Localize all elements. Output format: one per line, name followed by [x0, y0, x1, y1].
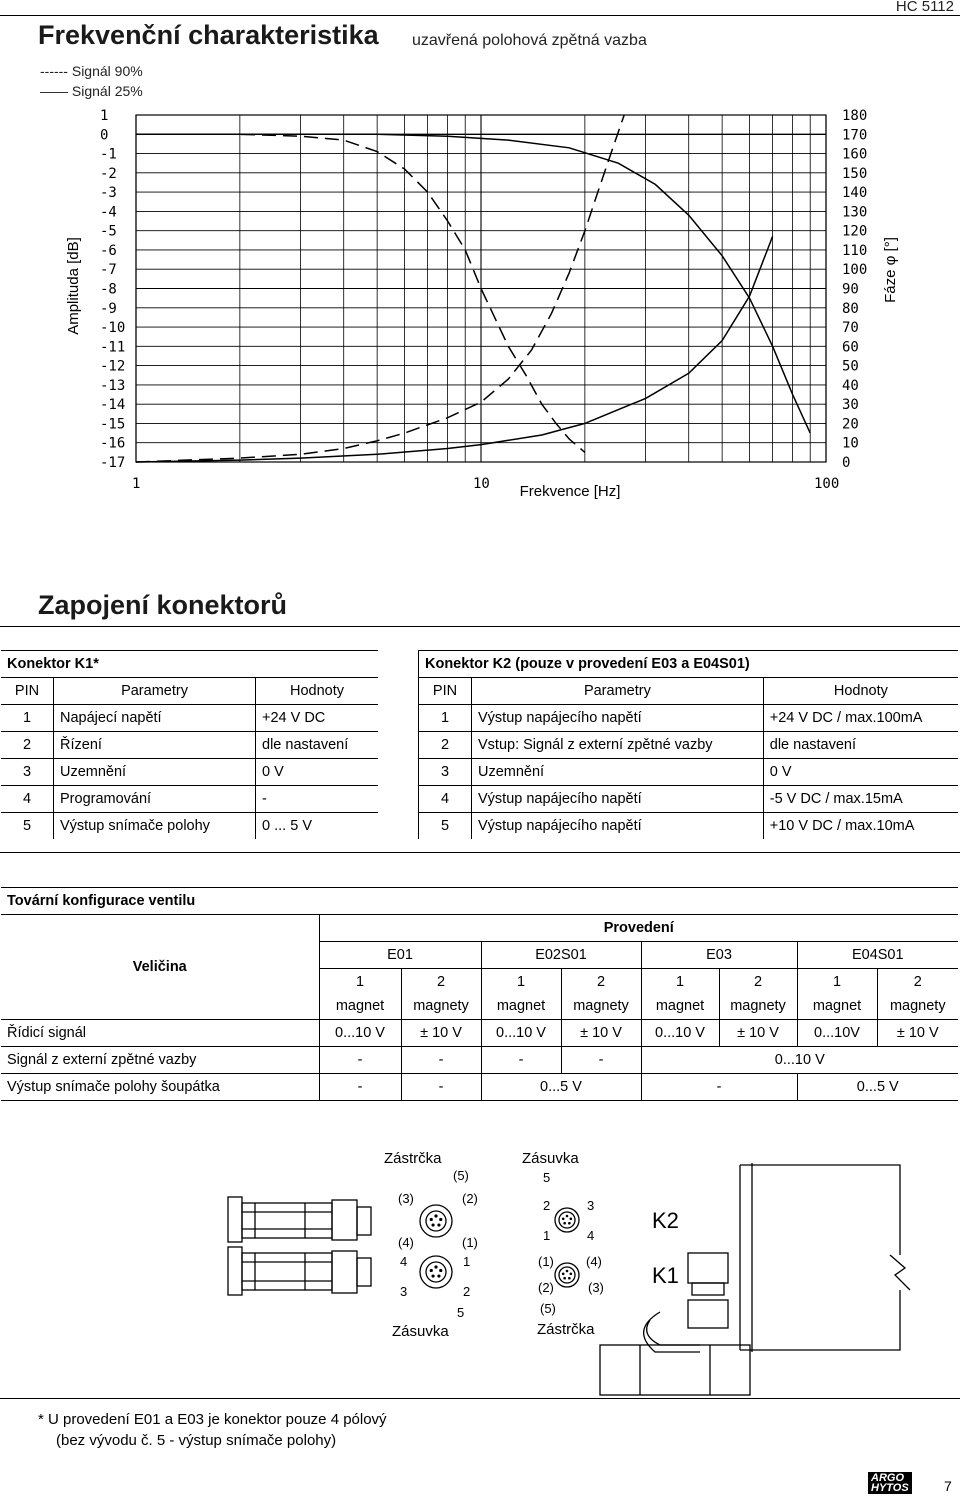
- y-left-tick: -2: [100, 165, 117, 182]
- y-right-tick: 60: [842, 339, 859, 356]
- x-tick: 100: [814, 476, 840, 492]
- row-label: Řídicí signál: [1, 1020, 319, 1047]
- k1-param: Výstup snímače polohy: [54, 813, 256, 840]
- y-right-tick: 30: [842, 397, 859, 414]
- header-rule: [0, 15, 960, 16]
- k2-pin: 4: [419, 786, 472, 813]
- label-zastrcka-top: Zástrčka: [384, 1150, 442, 1167]
- cell-merged: 0...5 V: [481, 1074, 641, 1101]
- k2-pin: 1: [419, 705, 472, 732]
- y-right-tick: 110: [842, 242, 868, 259]
- table-row: [1, 813, 378, 840]
- sub-head: 1 magnet: [481, 969, 561, 1020]
- sub-head: 1 magnet: [797, 969, 877, 1020]
- y-right-tick: 40: [842, 377, 859, 394]
- y-left-tick: -15: [100, 416, 126, 433]
- pin-label: (1): [538, 1254, 554, 1269]
- y-right-tick: 70: [842, 320, 859, 337]
- y-left-tick: -5: [100, 223, 117, 240]
- pin-label: 2: [543, 1198, 551, 1213]
- plug-lower: [228, 1247, 371, 1295]
- k2-value: +24 V DC / max.100mA: [769, 710, 923, 726]
- table-row: [419, 705, 959, 732]
- pin-dot: [430, 1218, 433, 1221]
- sub-head: 1 magnet: [641, 969, 719, 1020]
- cell: 0...10V: [797, 1020, 877, 1047]
- k2-table: [418, 650, 958, 839]
- cell-merged: 0...10 V: [774, 1052, 825, 1068]
- pin-label: 5: [457, 1305, 465, 1320]
- variant-e03: E03: [641, 942, 797, 969]
- k1-param: Uzemnění: [54, 759, 256, 786]
- y-right-tick: 50: [842, 358, 859, 375]
- pin-dot: [570, 1272, 573, 1275]
- x-axis-label: Frekvence [Hz]: [519, 483, 621, 500]
- label-zastrcka-bottom: Zástrčka: [537, 1321, 595, 1338]
- factory-title: Tovární konfigurace ventilu: [7, 893, 196, 909]
- k1-title: Konektor K1*: [7, 656, 99, 672]
- k2-pin: 5: [419, 813, 472, 840]
- legend-solid: —— Signál 25%: [40, 83, 143, 99]
- k2-pin: 2: [419, 732, 472, 759]
- k1-value: 0 V: [262, 764, 284, 780]
- table-row: [1, 732, 378, 759]
- pin-dot: [562, 1217, 565, 1220]
- k1-pin: 4: [1, 786, 54, 813]
- pin-dot: [431, 1274, 434, 1277]
- y-left-tick: -8: [100, 281, 117, 298]
- pin-dot: [431, 1223, 434, 1226]
- logo-text-top: ARGO: [871, 1472, 904, 1484]
- cell: -: [319, 1074, 401, 1101]
- page-subtitle: uzavřená polohová zpětná vazba: [412, 32, 647, 49]
- y-right-tick: 140: [842, 185, 868, 202]
- pin-dot: [568, 1277, 571, 1280]
- k2-value: 0 V: [769, 764, 792, 780]
- k2-param: Výstup napájecího napětí: [472, 813, 764, 840]
- table-row: [419, 813, 959, 840]
- k2-title: Konektor K2 (pouze v provedení E03 a E04S01): [419, 651, 959, 678]
- table-row: [1, 786, 378, 813]
- y-left-tick: -14: [100, 397, 126, 414]
- footnote-line-1: * U provedení E01 a E03 je konektor pouze 4 pólový: [38, 1411, 387, 1428]
- y-left-tick: -9: [100, 300, 117, 317]
- y-left-tick: -7: [100, 262, 117, 279]
- k1-head-value: Hodnoty: [290, 683, 345, 699]
- y-right-tick: 10: [842, 435, 859, 452]
- table-row: [419, 786, 959, 813]
- provedeni-header: Provedení: [319, 915, 958, 942]
- cell: -: [401, 1074, 481, 1101]
- page-number: 7: [944, 1478, 952, 1494]
- table-row: [1, 1047, 958, 1074]
- x-tick: 10: [473, 476, 490, 492]
- pin-label: (5): [540, 1301, 556, 1316]
- y-right-tick: 170: [842, 127, 868, 144]
- x-tick: 1: [132, 476, 141, 492]
- pin-dot: [434, 1214, 437, 1217]
- series-line-amplitude-dashed: [136, 134, 585, 452]
- cell: -: [481, 1047, 561, 1074]
- cell: ± 10 V: [896, 1025, 939, 1041]
- variant-e04s01: E04S01: [851, 947, 904, 963]
- footnote-line-2: (bez vývodu č. 5 - výstup snímače polohy): [56, 1432, 337, 1449]
- pin-dot: [570, 1217, 573, 1220]
- cell: 0...10 V: [319, 1020, 401, 1047]
- y-left-tick: -13: [100, 377, 126, 394]
- pin-label: 4: [400, 1254, 408, 1269]
- cell: 0...5 V: [856, 1079, 899, 1095]
- k2-pin: 3: [419, 759, 472, 786]
- pin-label: (4): [586, 1254, 602, 1269]
- y-left-tick: -17: [100, 455, 126, 471]
- pin-dot: [568, 1222, 571, 1225]
- k2-head-pin: PIN: [419, 678, 472, 705]
- y-left-tick: -6: [100, 242, 117, 259]
- row-label: Výstup snímače polohy šoupátka: [1, 1074, 319, 1101]
- pin-dot: [439, 1218, 442, 1221]
- k1-head-pin: PIN: [1, 678, 54, 705]
- label-zasuvka-top: Zásuvka: [522, 1150, 579, 1167]
- k1-pin: 3: [1, 759, 54, 786]
- y-right-tick: 180: [842, 108, 868, 124]
- y-left-tick: -12: [100, 358, 126, 375]
- k1-table: [1, 650, 378, 839]
- k1-pin: 5: [1, 813, 54, 840]
- y-left-tick: -1: [100, 146, 117, 163]
- cell: -: [401, 1047, 481, 1074]
- k2-value: +10 V DC / max.10mA: [769, 818, 915, 834]
- y-left-tick: -16: [100, 435, 126, 452]
- series-line-phase-solid: [136, 236, 773, 462]
- y-right-tick: 160: [842, 146, 868, 163]
- pin-label: 3: [587, 1198, 595, 1213]
- k2-param: Uzemnění: [472, 759, 764, 786]
- k2-head-param: Parametry: [472, 678, 764, 705]
- k1-param: Programování: [54, 786, 256, 813]
- table-row: [419, 732, 959, 759]
- cell: 0...10 V: [641, 1020, 719, 1047]
- pin-dot: [437, 1223, 440, 1226]
- table-row: [1, 1020, 958, 1047]
- k1-value: +24 V DC: [262, 710, 326, 726]
- sub-head: 2 magnety: [401, 969, 481, 1020]
- y-right-tick: 80: [842, 300, 859, 317]
- pin-dot: [562, 1272, 565, 1275]
- table-row: [1, 759, 378, 786]
- label-zasuvka-bottom: Zásuvka: [392, 1323, 449, 1340]
- pin-dots: [430, 1214, 572, 1279]
- cell: -: [319, 1047, 401, 1074]
- variant-e02s01: E02S01: [481, 942, 641, 969]
- k1-value: 0 ... 5 V: [262, 818, 312, 834]
- sub-head: 2 magnety: [719, 969, 797, 1020]
- k1-pin: 1: [1, 705, 54, 732]
- y-left-tick: -3: [100, 185, 117, 202]
- cell: ± 10 V: [401, 1020, 481, 1047]
- table-row: [1, 1074, 958, 1101]
- frequency-chart: [0, 100, 960, 510]
- pin-dot: [430, 1269, 433, 1272]
- sub-head: 1 magnet: [319, 969, 401, 1020]
- pin-label: (1): [462, 1235, 478, 1250]
- row-label: Signál z externí zpětné vazby: [1, 1047, 319, 1074]
- table-row: [1, 705, 378, 732]
- pin-label: (5): [453, 1168, 469, 1183]
- document-code: HC 5112: [895, 0, 954, 15]
- chart-grid: [136, 115, 826, 462]
- k1-value: -: [262, 791, 267, 807]
- pin-face-circle: [420, 1256, 452, 1288]
- y-right-tick: 100: [842, 262, 868, 279]
- pin-label: 1: [543, 1228, 551, 1243]
- chart-axis-labels: [100, 108, 867, 492]
- pin-dot: [439, 1269, 442, 1272]
- footnote-rule: [0, 1398, 960, 1399]
- k2-value: dle nastavení: [769, 737, 857, 753]
- pin-dot: [437, 1274, 440, 1277]
- k1-value: dle nastavení: [262, 737, 349, 753]
- series-line-amplitude-solid: [136, 134, 810, 433]
- pin-dot: [563, 1277, 566, 1280]
- k1-pin: 2: [1, 732, 54, 759]
- y-right-tick: 0: [842, 455, 851, 471]
- y-left-tick: -10: [100, 320, 126, 337]
- cell: -: [641, 1074, 797, 1101]
- pin-dot: [563, 1222, 566, 1225]
- pin-label: (4): [398, 1235, 414, 1250]
- label-k2: K2: [652, 1208, 679, 1233]
- y-left-tick: -4: [100, 204, 117, 221]
- pin-label: 4: [587, 1228, 595, 1243]
- y-right-tick: 120: [842, 223, 868, 240]
- quantity-header: Veličina: [1, 915, 319, 1020]
- pin-dot: [434, 1265, 437, 1268]
- footnote: [38, 1409, 387, 1451]
- pin-label: (2): [462, 1191, 478, 1206]
- legend-dashed: ------ Signál 90%: [40, 63, 143, 79]
- page-title: Frekvenční charakteristika: [38, 20, 379, 50]
- valve-body: [600, 1163, 910, 1395]
- variant-e01: E01: [319, 942, 481, 969]
- k2-param: Výstup napájecího napětí: [472, 786, 764, 813]
- cell: ± 10 V: [719, 1020, 797, 1047]
- factory-config-table: [1, 887, 958, 1101]
- pin-label: 2: [463, 1284, 471, 1299]
- k1-param: Napájecí napětí: [54, 705, 256, 732]
- y-right-tick: 90: [842, 281, 859, 298]
- pin-label: 5: [543, 1170, 551, 1185]
- brand-logo: [868, 1472, 912, 1494]
- k1-head-param: Parametry: [54, 678, 256, 705]
- table-row: [419, 759, 959, 786]
- sub-head: 2 magnety: [561, 969, 641, 1020]
- pin-face-circle: [420, 1205, 452, 1237]
- pin-dot: [566, 1270, 569, 1273]
- pin-label: (2): [538, 1280, 554, 1295]
- cell: ± 10 V: [561, 1020, 641, 1047]
- k2-head-value: Hodnoty: [833, 683, 888, 699]
- pin-dot: [566, 1215, 569, 1218]
- cell: -: [561, 1047, 641, 1074]
- y-left-tick: -11: [100, 339, 126, 356]
- label-k1: K1: [652, 1263, 679, 1288]
- y-right-tick: 130: [842, 204, 868, 221]
- logo-text-bottom: HYTOS: [871, 1482, 909, 1494]
- k2-param: Vstup: Signál z externí zpětné vazby: [472, 732, 764, 759]
- cell: 0...10 V: [481, 1020, 561, 1047]
- connector-drawing: [0, 1140, 960, 1400]
- y-left-tick: 0: [100, 127, 109, 144]
- pin-label: (3): [588, 1280, 604, 1295]
- k2-value: -5 V DC / max.15mA: [769, 791, 903, 807]
- pin-label: 1: [463, 1254, 471, 1269]
- pin-label: 3: [400, 1284, 408, 1299]
- y-right-tick: 20: [842, 416, 859, 433]
- pin-label: (3): [398, 1191, 414, 1206]
- k1-param: Řízení: [54, 732, 256, 759]
- y-left-label: Amplituda [dB]: [65, 237, 82, 335]
- sub-head: 2 magnety: [889, 974, 946, 1014]
- connectors-title: Zapojení konektorů: [38, 590, 288, 620]
- y-right-tick: 150: [842, 165, 868, 182]
- y-left-tick: 1: [100, 108, 109, 124]
- k2-param: Výstup napájecího napětí: [472, 705, 764, 732]
- y-right-label: Fáze φ [°]: [882, 237, 899, 303]
- plug-upper: [228, 1197, 371, 1242]
